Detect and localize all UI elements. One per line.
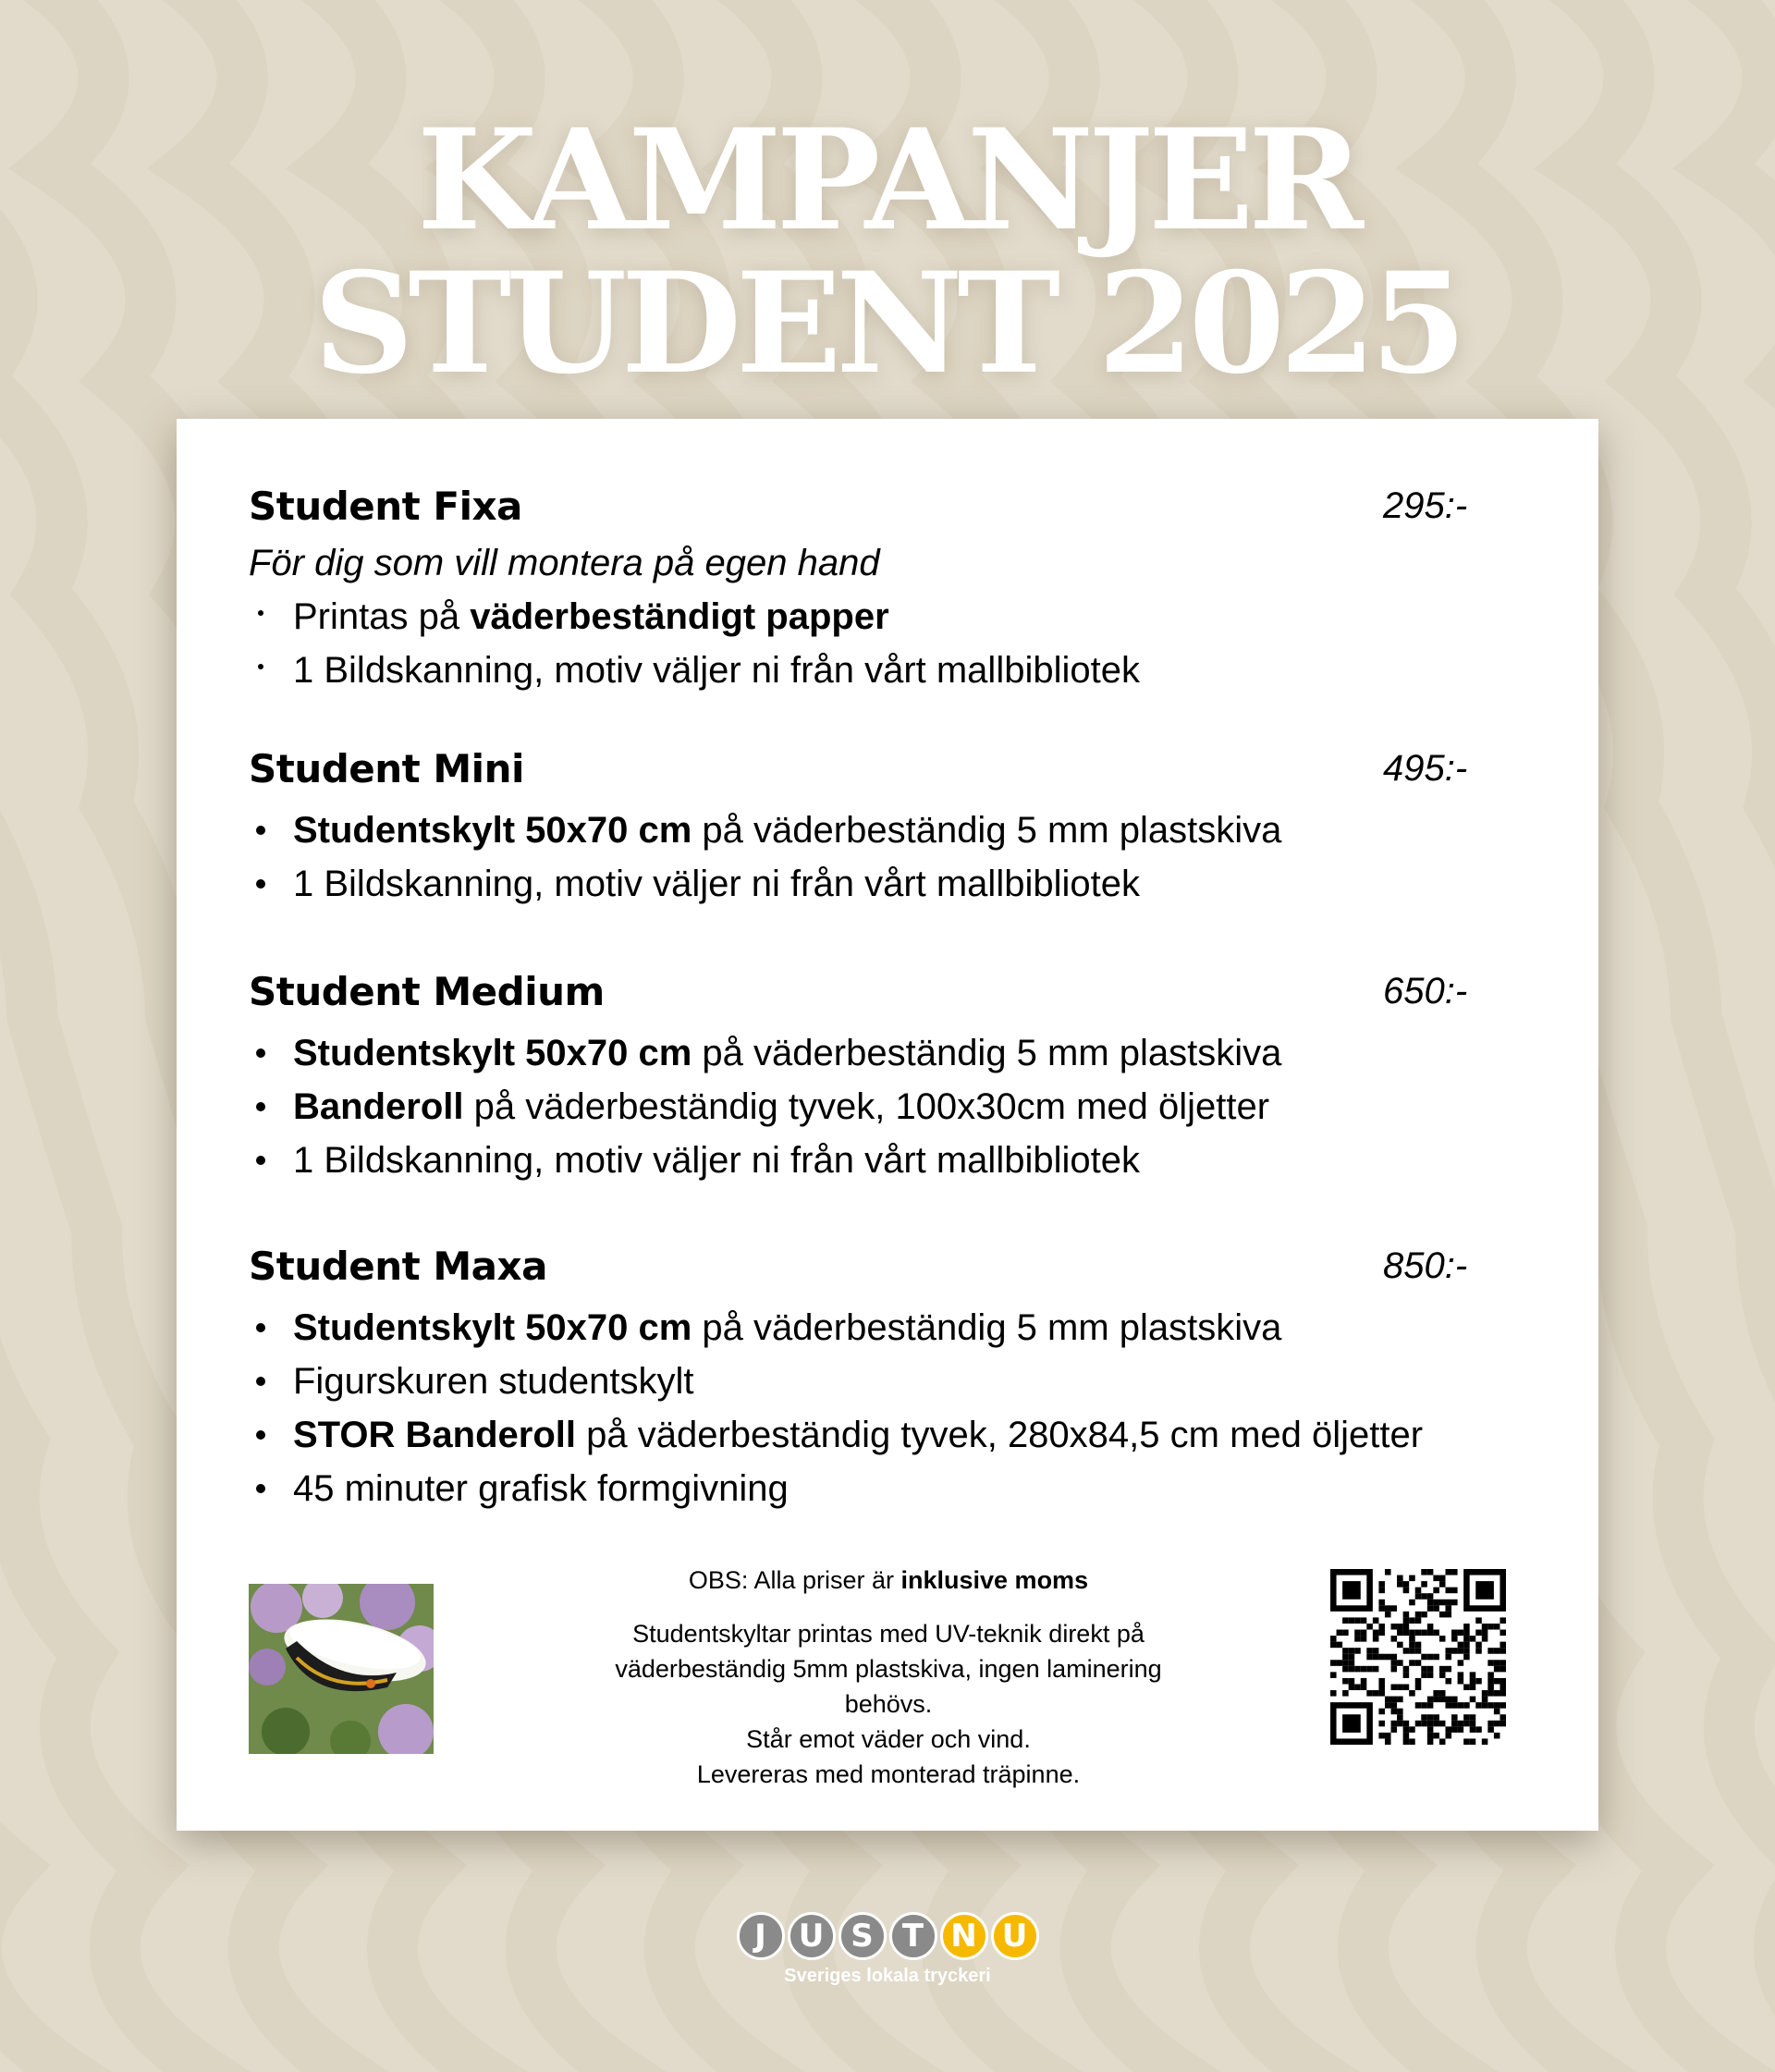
bullet-icon [256,1048,265,1058]
list-item: Banderoll på väderbeständig tyvek, 100x30cm med öljetter [249,1080,1543,1134]
list-item: 1 Bildskanning, motiv väljer ni från vårt mallbibliotek [249,1134,1543,1187]
list-item: 45 minuter grafisk formgivning [249,1462,1543,1515]
list-item: Studentskylt 50x70 cm på väderbeständig 5 mm plastskiva [249,1026,1543,1080]
bullet-icon [256,1323,265,1332]
list-item: Studentskylt 50x70 cm på väderbeständig 5 mm plastskiva [249,1301,1543,1355]
page-title-line2: STUDENT 2025 [313,242,1462,405]
qr-code-icon[interactable] [1330,1569,1506,1745]
note-line: Står emot väder och vind. [746,1725,1031,1753]
list-item: Figurskuren studentskylt [249,1355,1543,1408]
bullet-icon [256,1102,265,1111]
list-item: STOR Banderoll på väderbeständig tyvek, 280x84,5 cm med öljetter [249,1408,1543,1462]
bullet-icon [258,610,263,616]
list-item: Studentskylt 50x70 cm på väderbeständig 5 mm plastskiva [249,803,1543,857]
logo-letter: J [737,1912,785,1960]
package-name: Student Mini [249,746,524,791]
package-maxa [249,1244,1543,1515]
package-name: Student Medium [249,969,605,1014]
logo-letter: U [788,1912,836,1960]
logo-letter: U [991,1912,1039,1960]
info-note [583,1563,1194,1792]
logo-letter: N [940,1912,988,1960]
bullet-icon [256,1377,265,1386]
package-price: 495:- [1383,748,1468,789]
bullet-icon [256,879,265,889]
bullet-icon [256,826,265,835]
package-fixa [249,484,1543,697]
note-line: väderbeständig 5mm plastskiva, ingen laminering behövs. [615,1655,1162,1718]
obs-line: OBS: Alla priser är inklusive moms [688,1566,1089,1594]
bullet-icon [256,1430,265,1440]
package-medium [249,969,1543,1187]
list-item: 1 Bildskanning, motiv väljer ni från vårt mallbibliotek [249,857,1543,911]
package-price: 650:- [1383,971,1468,1011]
price-card [177,419,1598,1831]
package-price: 850:- [1383,1245,1468,1286]
logo-tagline: Sveriges lokala tryckeri [784,1966,991,1986]
package-subtitle: För dig som vill montera på egen hand [249,543,880,583]
note-line: Studentskyltar printas med UV-teknik direkt på [632,1620,1145,1648]
list-item: 1 Bildskanning, motiv väljer ni från vårt mallbibliotek [249,644,1543,697]
package-price: 295:- [1383,485,1468,526]
package-mini [249,746,1543,911]
bullet-icon [258,664,263,669]
justnu-logo [730,1912,1045,2000]
note-line: Levereras med monterad träpinne. [696,1760,1081,1788]
list-item: Printas på väderbeständigt papper [249,590,1543,644]
logo-letter: S [839,1912,887,1960]
package-name: Student Maxa [249,1244,547,1289]
package-name: Student Fixa [249,484,522,529]
bullet-icon [256,1156,265,1165]
page-title-line1: KAMPANJER [416,99,1359,262]
bullet-icon [256,1484,265,1493]
logo-letter: T [889,1912,937,1960]
student-cap-photo [249,1584,434,1754]
